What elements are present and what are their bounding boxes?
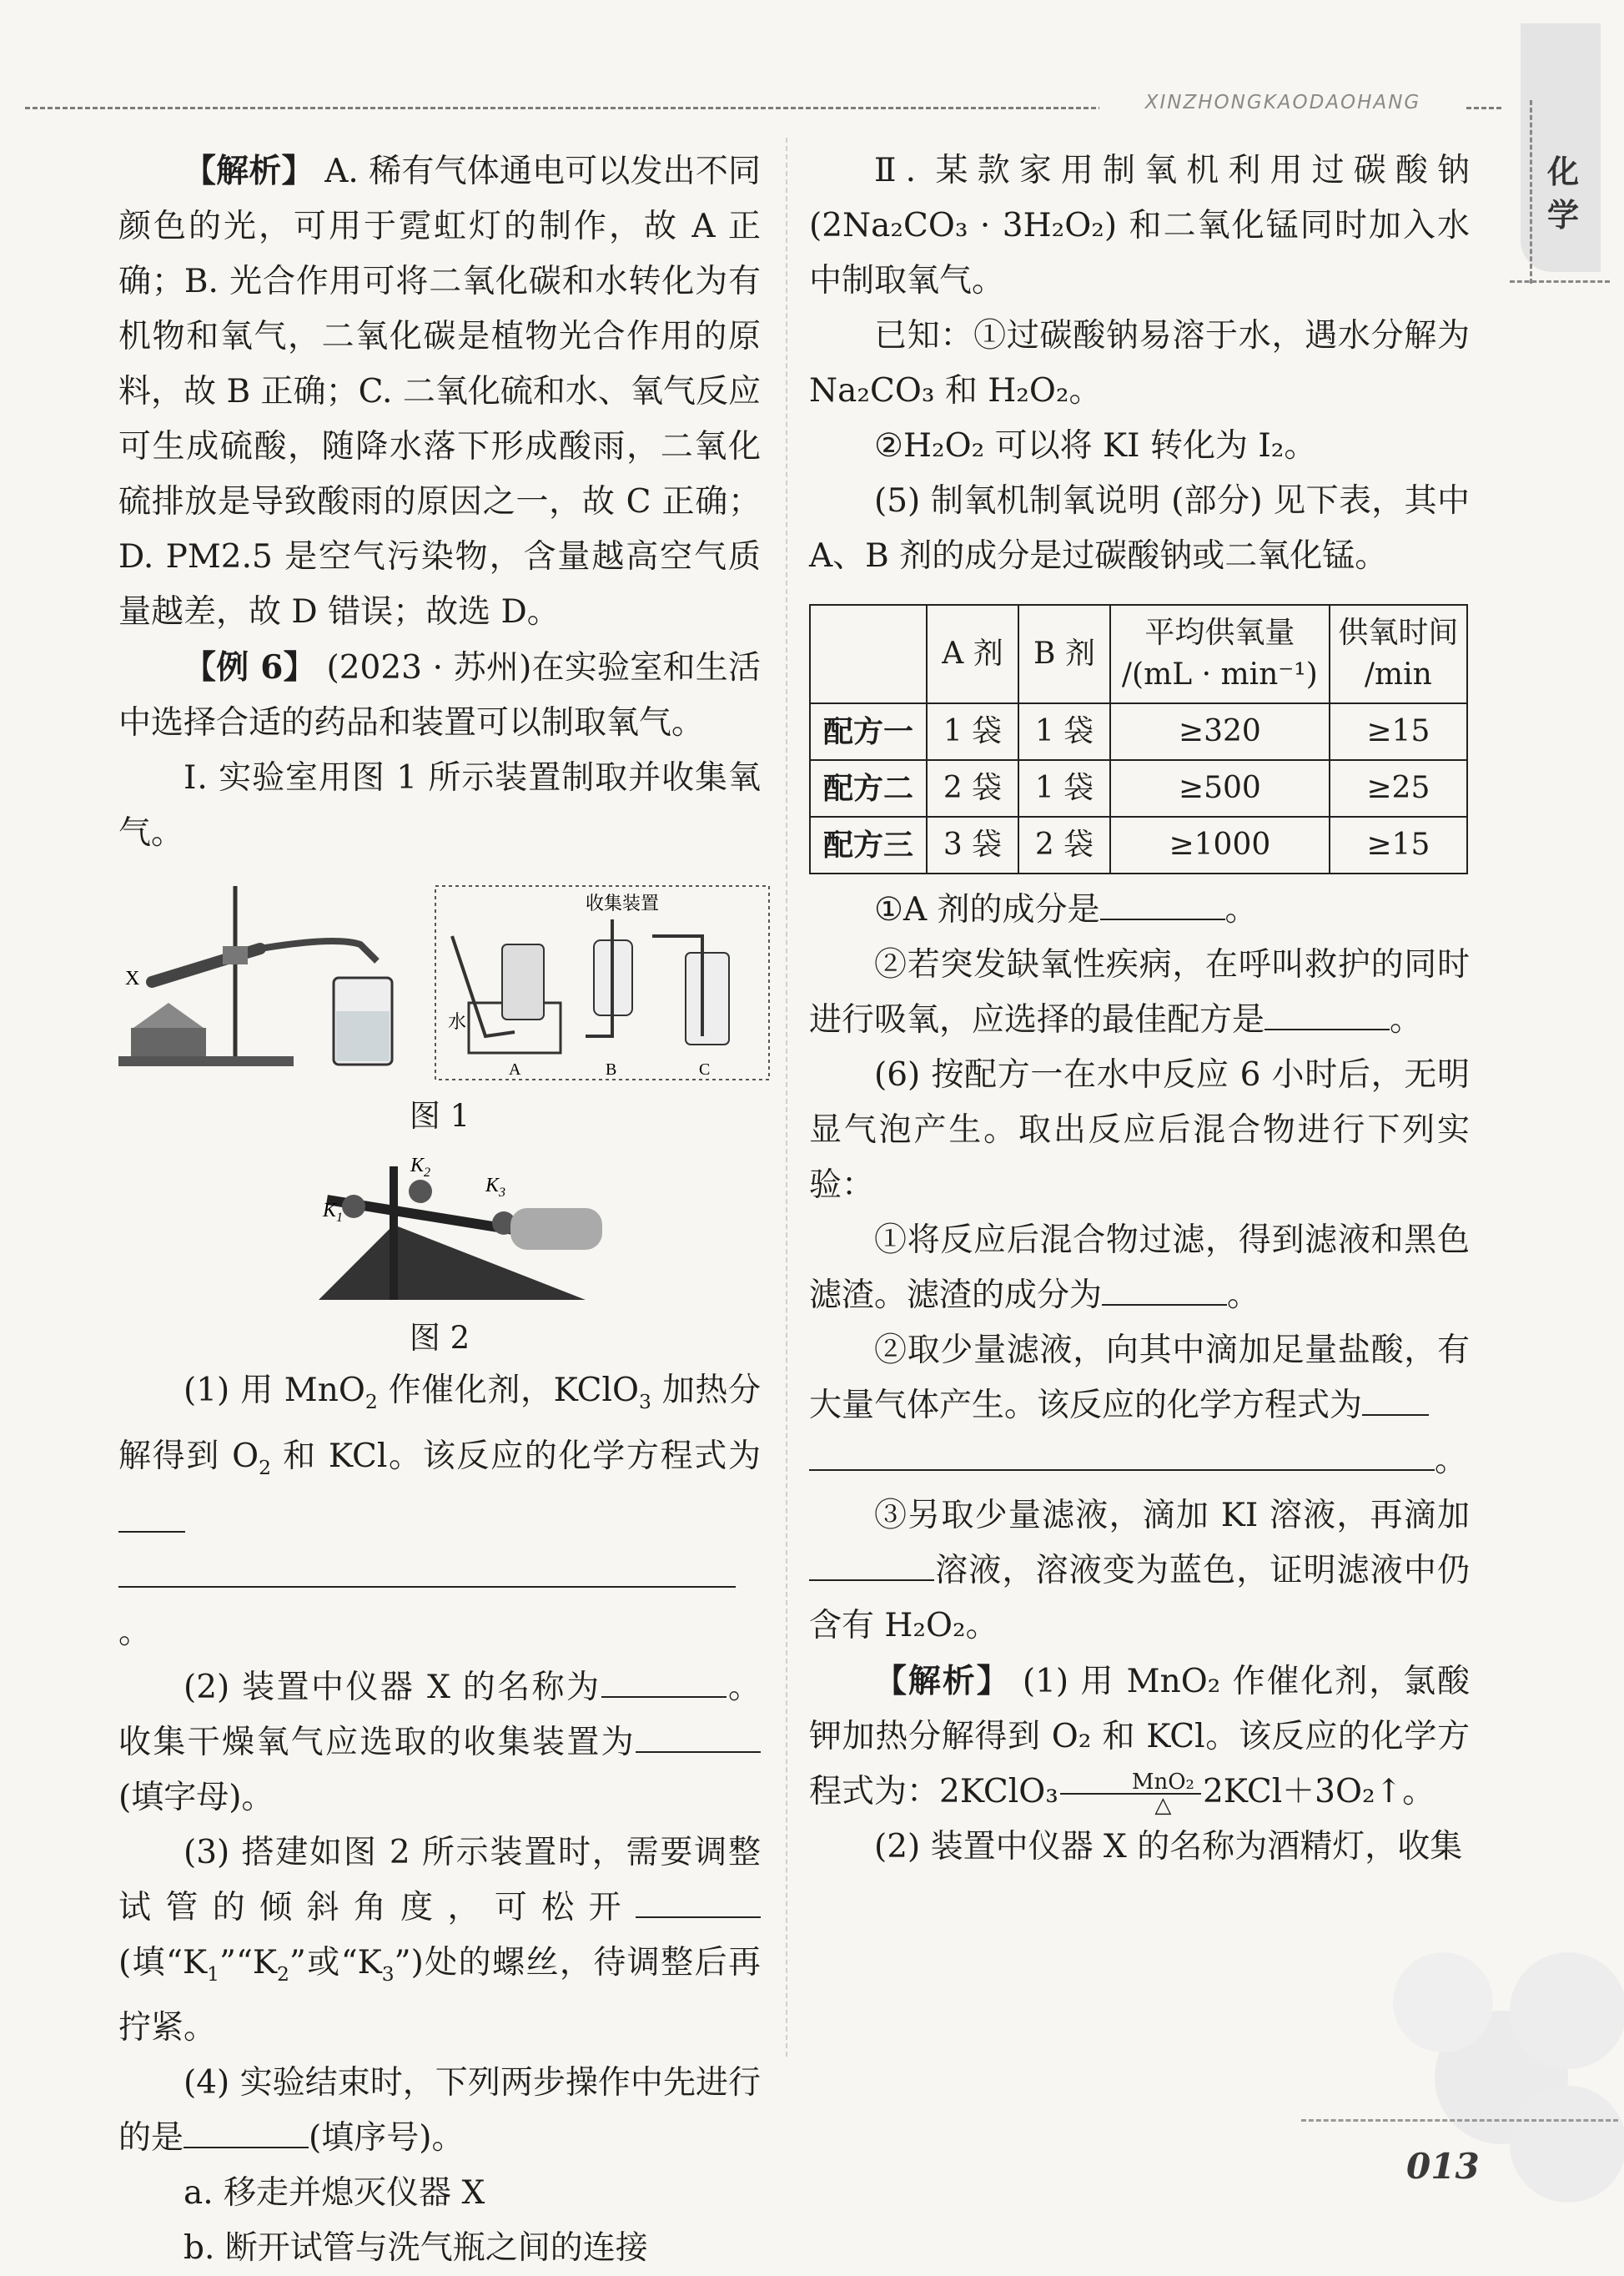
answer-blank-q1b[interactable] bbox=[118, 1551, 736, 1588]
table-header-time bbox=[1330, 605, 1467, 703]
subject-tab-dash bbox=[1505, 100, 1532, 284]
subject-tab-dash-bottom bbox=[1510, 280, 1610, 283]
analysis-label: 【解析】 bbox=[184, 152, 314, 190]
question-5: (5) 制氧机制氧说明 (部分) 见下表，其中 A、B 剂的成分是过碳酸钠或二氧化锰。 bbox=[809, 482, 1470, 575]
k3-sub: 3 bbox=[499, 1186, 506, 1200]
table-cell: ≥25 bbox=[1330, 760, 1467, 817]
petal bbox=[1393, 1952, 1493, 2052]
table-cell: 配方三 bbox=[810, 817, 927, 874]
table-cell: ≥15 bbox=[1330, 703, 1467, 760]
question-6: (6) 按配方一在水中反应 6 小时后，无明显气泡产生。取出反应后混合物进行下列实验： bbox=[809, 1056, 1470, 1204]
q4-part-b: (填序号)。 bbox=[309, 2119, 465, 2158]
example-source: (2023 · 苏州) bbox=[326, 649, 532, 687]
page-number: 013 bbox=[1406, 2146, 1480, 2187]
q3-sub-3: 3 bbox=[381, 1961, 395, 1986]
equation-catalyst: MnO₂ bbox=[1060, 1771, 1201, 1795]
q6-1-text: ①将反应后混合物过滤，得到滤液和黑色滤渣。滤渣的成分为 bbox=[809, 1221, 1470, 1314]
q5-1-period: 。 bbox=[1224, 891, 1258, 929]
column-divider bbox=[786, 138, 787, 2057]
table-header-row bbox=[810, 605, 1467, 703]
footer-dashed-rule bbox=[1301, 2119, 1618, 2122]
answer-blank-q2b[interactable] bbox=[636, 1716, 761, 1753]
q3-part-a: (3) 搭建如图 2 所示装置时，需要调整试管的倾斜角度，可松开 bbox=[118, 1833, 761, 1926]
screw-k1 bbox=[342, 1195, 365, 1218]
analysis-text: A. 稀有气体通电可以发出不同颜色的光，可用于霓虹灯的制作，故 A 正确；B. 光合作用可将二氧化碳和水转化为有机物和氧气，二氧化碳是植物光合作用的原料，故 B 正确；C. 二氧化硫和水、氧气反应可生成硫酸，随降水落下形成酸雨，二氧化硫排放是导致酸雨的原因之一，故 C 正确；D. PM2.5 是空气污染物，含量越高空气质量越差，故 D 错误；故选 D。 bbox=[118, 153, 761, 631]
supply-label: 平均供氧量 bbox=[1144, 616, 1295, 650]
q6-3-text-a: ③另取少量滤液，滴加 KI 溶液，再滴加 bbox=[874, 1497, 1470, 1534]
example-6-intro bbox=[118, 640, 761, 751]
q1-sub-c: 2 bbox=[259, 1455, 272, 1479]
burner bbox=[133, 1003, 204, 1028]
analysis-label-2: 【解析】 bbox=[874, 1662, 1011, 1700]
q6-3-text-b: 溶液，溶液变为蓝色，证明滤液中仍含有 H₂O₂。 bbox=[809, 1552, 1470, 1644]
subject-label: 化学 bbox=[1547, 154, 1580, 234]
q6-2-text: ②取少量滤液，向其中滴加足量盐酸，有大量气体产生。该反应的化学方程式为 bbox=[809, 1332, 1470, 1424]
table-row bbox=[810, 703, 1467, 760]
question-1-line2 bbox=[118, 1550, 761, 1660]
table-cell: 3 袋 bbox=[927, 817, 1018, 874]
k3-label bbox=[485, 1175, 505, 1200]
stand-base bbox=[118, 1056, 294, 1066]
question-2 bbox=[118, 1660, 761, 1825]
k2-sub: 2 bbox=[424, 1166, 431, 1180]
table-cell: 1 袋 bbox=[1018, 760, 1110, 817]
table-header-supply bbox=[1110, 605, 1330, 703]
table-row bbox=[810, 760, 1467, 817]
table-cell: ≥1000 bbox=[1110, 817, 1330, 874]
figure-1-drawing bbox=[118, 869, 777, 1086]
table-cell: ≥15 bbox=[1330, 817, 1467, 874]
answer-blank-q5-1[interactable] bbox=[1100, 884, 1225, 920]
known-1: 已知：①过碳酸钠易溶于水，遇水分解为 Na₂CO₃ 和 H₂O₂。 bbox=[809, 317, 1470, 410]
figure-2-drawing bbox=[118, 1150, 777, 1308]
answer-blank-q4[interactable] bbox=[184, 2112, 309, 2148]
answer-blank-q6-1[interactable] bbox=[1102, 1269, 1227, 1306]
k1-sub: 1 bbox=[336, 1211, 344, 1225]
q1-part-a: (1) 用 MnO bbox=[184, 1372, 365, 1409]
known-2: ②H₂O₂ 可以将 KI 转化为 I₂。 bbox=[874, 427, 1317, 465]
q1-part-c: 加热分解得到 O bbox=[118, 1372, 761, 1475]
answer-blank-q5-2[interactable] bbox=[1265, 994, 1390, 1030]
label-b: B bbox=[606, 1060, 617, 1079]
table-cell: ≥320 bbox=[1110, 703, 1330, 760]
part-2-text: Ⅱ. 某款家用制氧机利用过碳酸钠 (2Na₂CO₃ · 3H₂O₂) 和二氧化锰同时加入水中制取氧气。 bbox=[809, 152, 1470, 300]
q3-sub-2: 2 bbox=[277, 1961, 289, 1986]
q3-sub-1: 1 bbox=[207, 1961, 220, 1986]
q3-part-b: (填“K bbox=[118, 1943, 208, 1981]
k2-label bbox=[410, 1155, 430, 1180]
question-6-3 bbox=[809, 1488, 1470, 1654]
q5-1-text: ①A 剂的成分是 bbox=[874, 891, 1100, 929]
q1-sub-a: 2 bbox=[365, 1389, 378, 1413]
water-label: 水 bbox=[448, 1012, 467, 1033]
right-column bbox=[809, 144, 1470, 1875]
series-title: XINZHONGKAODAOHANG bbox=[1099, 92, 1466, 122]
answer-blank-q2a[interactable] bbox=[601, 1661, 727, 1698]
answer-blank-q1a[interactable] bbox=[118, 1496, 185, 1533]
answer-blank-q6-3[interactable] bbox=[809, 1544, 934, 1581]
q6-1-period: 。 bbox=[1227, 1276, 1260, 1314]
q2-part-c: (填字母)。 bbox=[118, 1778, 274, 1816]
q1-part-d: 和 KCl。该反应的化学方程式为 bbox=[271, 1437, 761, 1475]
table-cell: 1 袋 bbox=[1018, 703, 1110, 760]
q1-part-b: 作催化剂，KClO bbox=[377, 1372, 639, 1409]
oxygen-spec-table bbox=[809, 604, 1468, 874]
answer-blank-q6-2a[interactable] bbox=[1362, 1379, 1429, 1416]
table-cell: ≥500 bbox=[1110, 760, 1330, 817]
question-5-1 bbox=[809, 883, 1470, 938]
label-a: A bbox=[509, 1060, 521, 1079]
table-cell: 配方二 bbox=[810, 760, 927, 817]
table-row bbox=[810, 817, 1467, 874]
q4-part-a: (4) 实验结束时，下列两步操作中先进行的是 bbox=[118, 2064, 761, 2158]
q3-part-d: ”或“K bbox=[289, 1943, 382, 1981]
q3-part-e: ”)处的螺丝，待调整后再拧紧。 bbox=[118, 1943, 761, 2047]
x-label: X bbox=[125, 968, 140, 989]
q1-period: 。 bbox=[118, 1613, 152, 1651]
answer-blank-q6-2b[interactable] bbox=[809, 1434, 1435, 1471]
q6-2-period: 。 bbox=[1435, 1442, 1468, 1479]
supply-unit: /(mL · min⁻¹) bbox=[1121, 657, 1318, 692]
q1-sub-b: 3 bbox=[638, 1389, 651, 1413]
collect-title: 收集装置 bbox=[586, 894, 660, 914]
equation-heat: △ bbox=[1154, 1793, 1172, 1818]
burner-block bbox=[131, 1028, 206, 1056]
clamp bbox=[223, 946, 248, 964]
table-header-empty bbox=[810, 605, 927, 703]
question-5-2 bbox=[809, 938, 1470, 1048]
equation-condition bbox=[1060, 1771, 1201, 1816]
q2-part-b: 。收集干燥氧气应选取的收集装置为 bbox=[118, 1668, 761, 1761]
figure-1 bbox=[118, 869, 761, 1086]
analysis-paragraph-1 bbox=[118, 144, 761, 640]
question-1 bbox=[118, 1363, 761, 1550]
table-cell: 2 袋 bbox=[927, 760, 1018, 817]
equation-right: 2KCl＋3O₂↑。 bbox=[1202, 1773, 1435, 1810]
q3-part-c: ”“K bbox=[219, 1943, 278, 1981]
k3-letter: K bbox=[485, 1175, 500, 1196]
table-header-a: A 剂 bbox=[927, 605, 1018, 703]
question-3 bbox=[118, 1825, 761, 2057]
q5-2-text: ②若突发缺氧性疾病，在呼叫救护的同时进行吸氧，应选择的最佳配方是 bbox=[809, 946, 1470, 1039]
label-c: C bbox=[699, 1060, 711, 1079]
k2-letter: K bbox=[410, 1155, 425, 1176]
example-label: 【例 6】 bbox=[184, 648, 316, 687]
question-6-1 bbox=[809, 1213, 1470, 1323]
petal bbox=[1510, 1952, 1624, 2069]
answer-blank-q3[interactable] bbox=[636, 1881, 761, 1918]
q2-part-a: (2) 装置中仪器 X 的名称为 bbox=[184, 1668, 601, 1706]
question-6-2-line2 bbox=[809, 1433, 1470, 1488]
option-a: a. 移走并熄灭仪器 X bbox=[184, 2174, 485, 2213]
petal bbox=[1510, 2086, 1624, 2203]
analysis-paragraph-2 bbox=[809, 1654, 1470, 1820]
example-text: 在实验室和生活中选择合适的药品和装置可以制取氧气。 bbox=[118, 649, 761, 742]
question-4 bbox=[118, 2056, 761, 2166]
rubber-tube bbox=[260, 941, 377, 961]
table-header-b: B 剂 bbox=[1018, 605, 1110, 703]
equation-left: 2KClO₃ bbox=[939, 1773, 1058, 1810]
wash-liquid bbox=[336, 1011, 390, 1061]
time-unit: /min bbox=[1364, 657, 1432, 692]
analysis-continued: (2) 装置中仪器 X 的名称为酒精灯，收集 bbox=[874, 1828, 1463, 1866]
tube-in-clamp bbox=[510, 1208, 602, 1250]
figure-2 bbox=[118, 1150, 761, 1308]
left-column bbox=[118, 144, 761, 2276]
q5-2-period: 。 bbox=[1390, 1001, 1423, 1039]
option-b: b. 断开试管与洗气瓶之间的连接 bbox=[184, 2229, 648, 2268]
bottle-c bbox=[686, 953, 729, 1045]
figure-2-caption: 图 2 bbox=[409, 1320, 470, 1356]
table-cell: 1 袋 bbox=[927, 703, 1018, 760]
figure-1-caption: 图 1 bbox=[409, 1098, 470, 1134]
part-1-text: Ⅰ. 实验室用图 1 所示装置制取并收集氧气。 bbox=[118, 759, 761, 852]
time-label: 供氧时间 bbox=[1338, 616, 1459, 650]
screw-k2 bbox=[409, 1180, 432, 1203]
inverted-bottle-a bbox=[502, 944, 544, 1020]
analysis-text-2: (1) 用 MnO₂ 作催化剂，氯酸钾加热分解得到 O₂ 和 KCl。该反应的化学方程式为： bbox=[809, 1663, 1470, 1810]
question-6-2 bbox=[809, 1323, 1470, 1433]
table-cell: 配方一 bbox=[810, 703, 927, 760]
table-cell: 2 袋 bbox=[1018, 817, 1110, 874]
k1-letter: K bbox=[323, 1200, 337, 1221]
